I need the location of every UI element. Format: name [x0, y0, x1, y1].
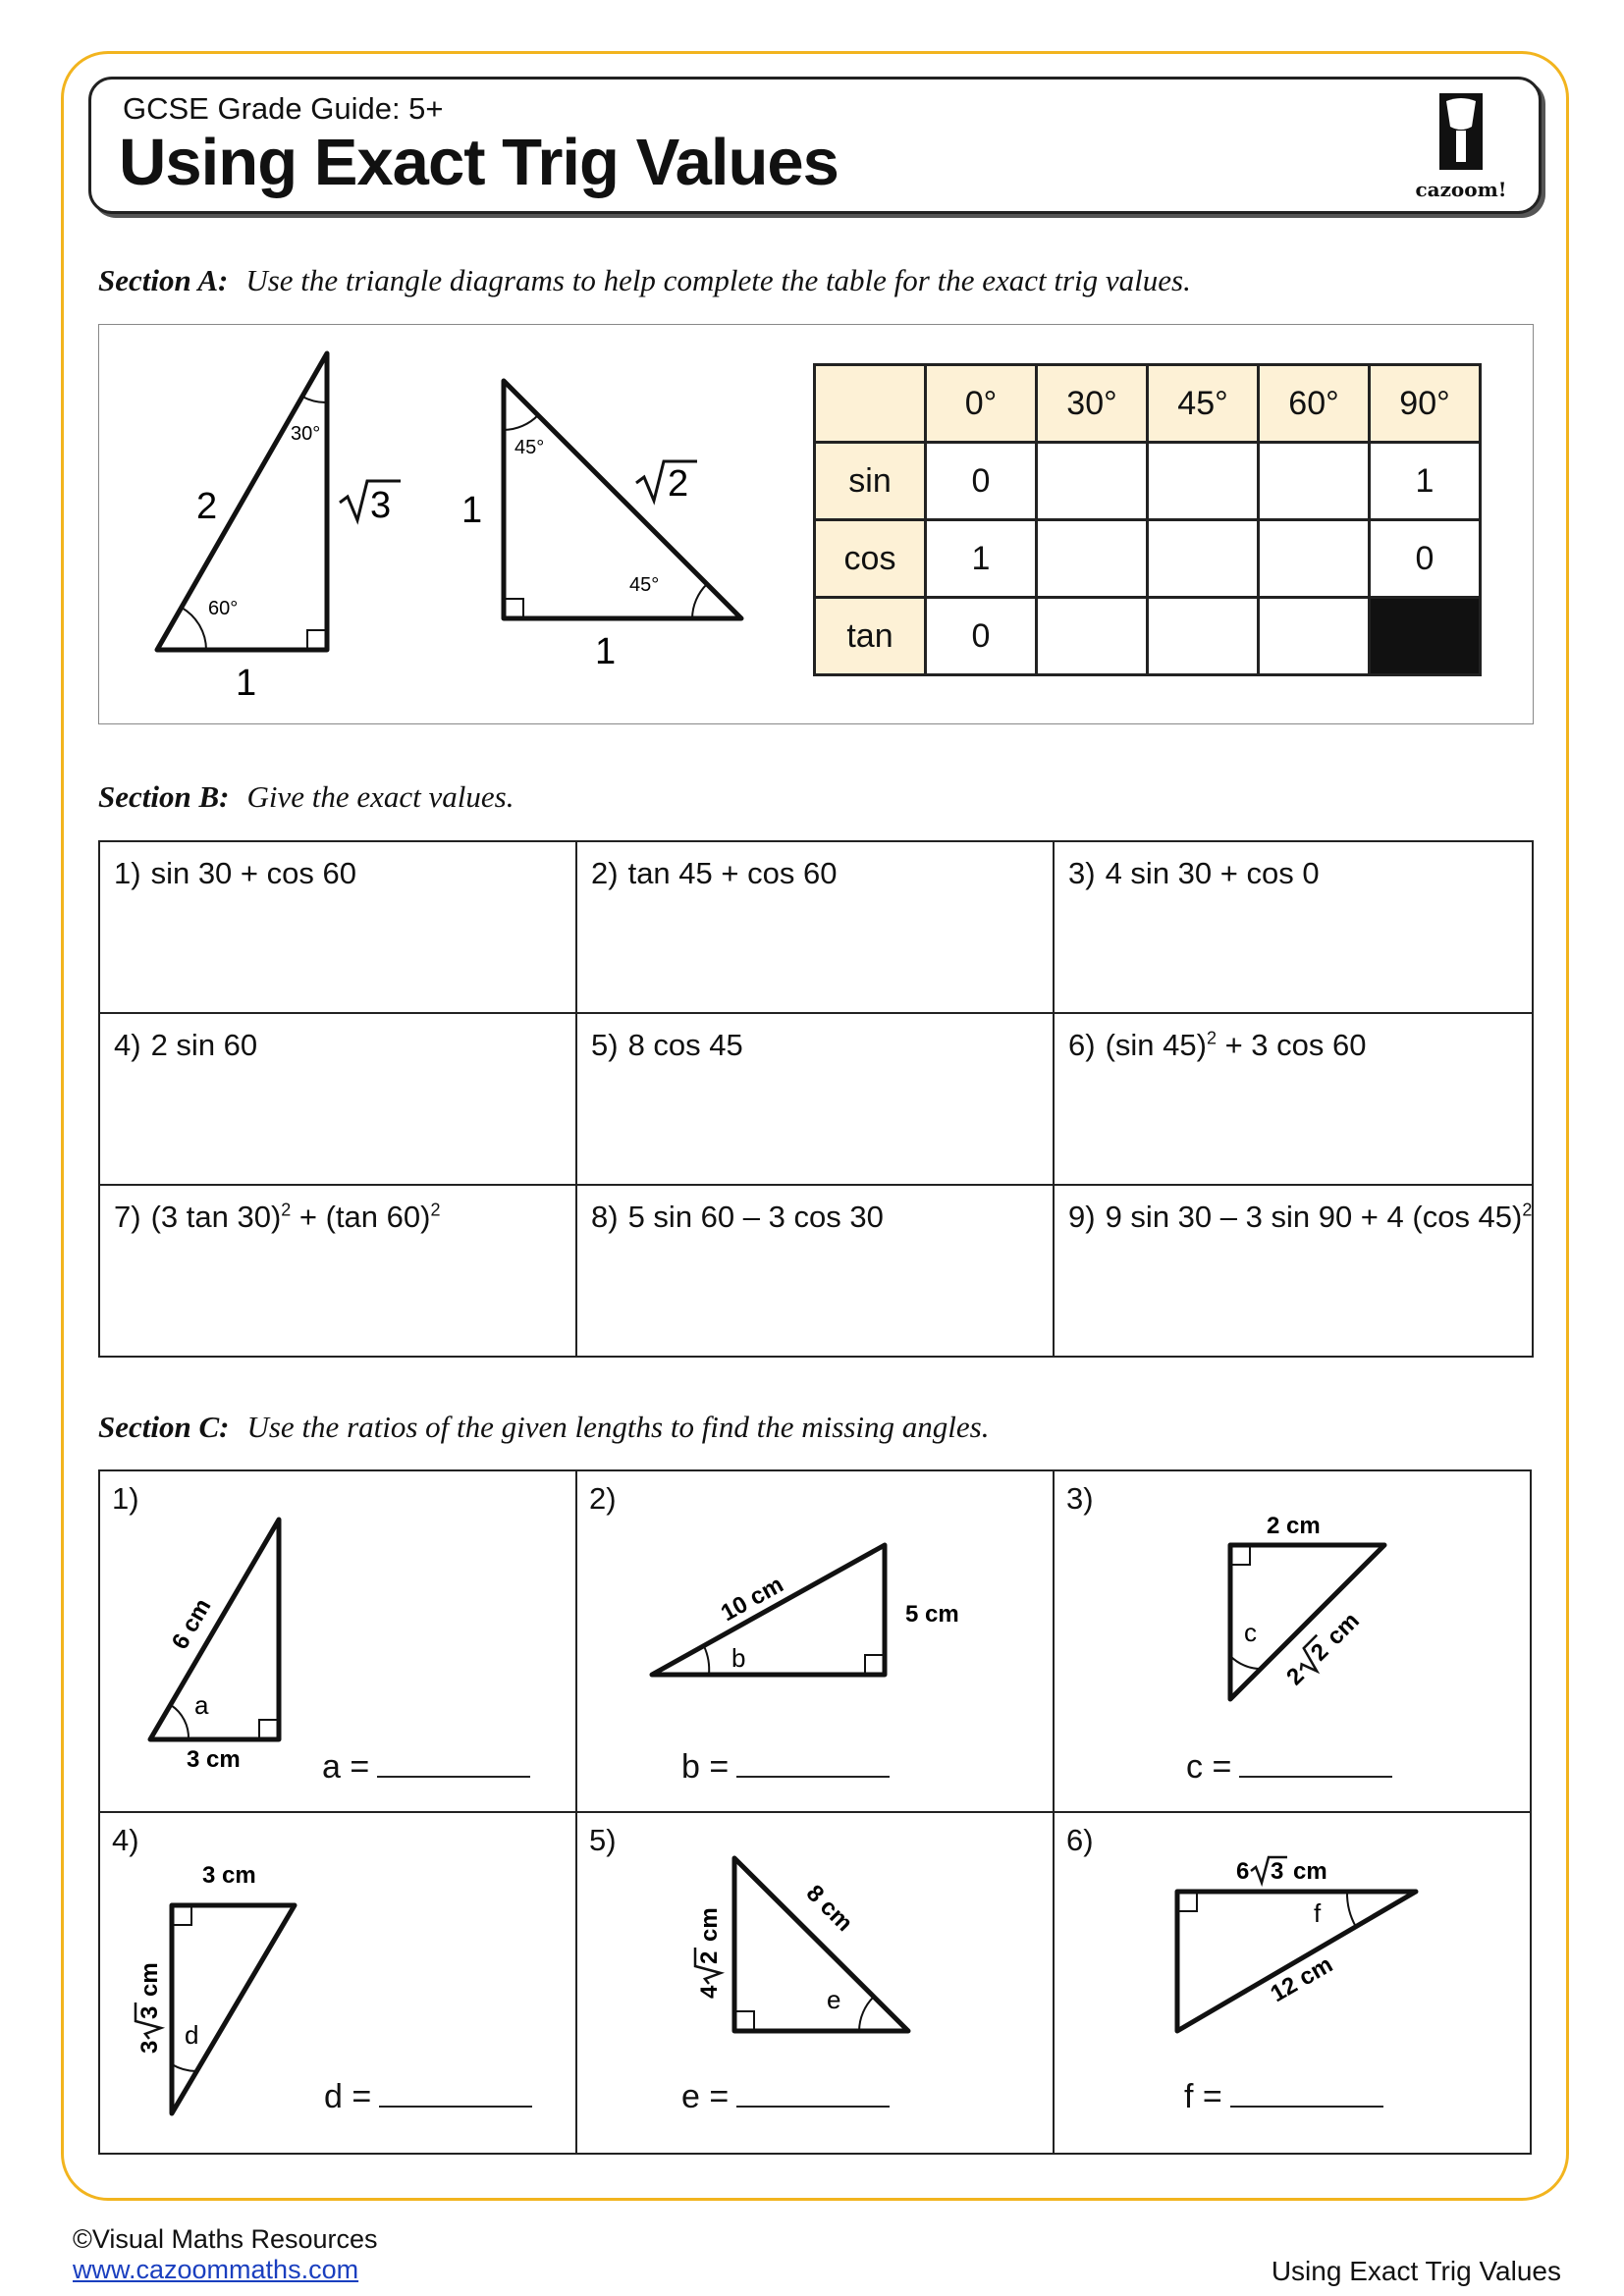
question-cell[interactable]	[576, 1470, 1054, 1812]
svg-text:2: 2	[1305, 1637, 1334, 1667]
question-number: 4)	[114, 1028, 141, 1062]
header-cell: 60°	[1259, 365, 1370, 443]
question-number: 7)	[114, 1200, 141, 1234]
question-expression: (sin 45)	[1105, 1028, 1207, 1062]
svg-text:2: 2	[668, 463, 689, 505]
table-cell: 1	[926, 520, 1037, 598]
row-label: tan	[815, 598, 926, 675]
question-cell[interactable]	[1054, 1013, 1533, 1185]
header-cell: 0°	[926, 365, 1037, 443]
table-header-row	[815, 365, 1481, 443]
question-number: 4)	[112, 1823, 139, 1857]
header-cell: 45°	[1148, 365, 1259, 443]
table-corner	[815, 365, 926, 443]
question-expression: sin 30 + cos 60	[150, 856, 356, 890]
question-cell[interactable]	[576, 1185, 1054, 1357]
svg-text:cm: cm	[136, 1962, 163, 1997]
answer-cell[interactable]	[1148, 443, 1259, 520]
angle-label: c	[1244, 1618, 1257, 1647]
logo-text: cazoom!	[1415, 178, 1507, 201]
question-number: 6)	[1068, 1028, 1096, 1062]
trig-values-table	[813, 363, 1482, 676]
question-cell[interactable]	[1054, 1470, 1531, 1812]
section-b-grid	[98, 840, 1534, 1358]
question-expression: 5 sin 60 – 3 cos 30	[627, 1200, 884, 1234]
answer-cell[interactable]	[1148, 520, 1259, 598]
svg-text:4: 4	[696, 1985, 723, 1999]
svg-text:cm: cm	[1293, 1858, 1327, 1885]
question-cell[interactable]	[576, 841, 1054, 1013]
row-label: cos	[815, 520, 926, 598]
answer-b[interactable]: b =	[681, 1748, 890, 1787]
answer-e[interactable]: e =	[681, 2078, 890, 2116]
tri1-adjacent-label: 1	[236, 663, 257, 704]
answer-a[interactable]: a =	[322, 1748, 530, 1787]
answer-cell[interactable]	[1037, 520, 1148, 598]
svg-text:cm: cm	[1322, 1607, 1365, 1651]
question-expression: + (tan 60)	[291, 1200, 431, 1234]
exponent: 2	[1522, 1200, 1533, 1220]
svg-text:cm: cm	[696, 1907, 723, 1942]
question-cell[interactable]	[1054, 1185, 1533, 1357]
svg-text:3: 3	[370, 485, 392, 526]
answer-cell[interactable]	[1037, 598, 1148, 675]
answer-cell[interactable]	[1148, 598, 1259, 675]
question-expression: + 3 cos 60	[1216, 1028, 1367, 1062]
answer-cell[interactable]	[1259, 520, 1370, 598]
question-number: 2)	[589, 1481, 617, 1516]
svg-text:6: 6	[1236, 1858, 1250, 1885]
question-cell[interactable]	[99, 841, 576, 1013]
exponent: 2	[1206, 1028, 1217, 1048]
angle-label: e	[827, 1985, 841, 2014]
question-cell[interactable]	[1054, 841, 1533, 1013]
table-cell: 0	[1370, 520, 1481, 598]
section-c-instruction: Use the ratios of the given lengths to find the missing angles.	[246, 1410, 990, 1444]
question-cell[interactable]	[576, 1013, 1054, 1185]
angle-label: b	[731, 1643, 746, 1673]
row-label: sin	[815, 443, 926, 520]
answer-cell[interactable]	[1037, 443, 1148, 520]
footer-title: Using Exact Trig Values	[1271, 2256, 1561, 2286]
side-label: 10 cm	[716, 1571, 788, 1628]
svg-text:3: 3	[136, 2005, 163, 2019]
section-b-heading	[98, 779, 514, 815]
question-expression: 9 sin 30 – 3 sin 90 + 4 (cos 45)	[1105, 1200, 1523, 1234]
angle-label: a	[194, 1690, 209, 1720]
svg-text:3: 3	[136, 2040, 163, 2054]
answer-d[interactable]: d =	[324, 2078, 532, 2116]
website-link[interactable]: www.cazoommaths.com	[73, 2255, 359, 2284]
blocked-cell	[1370, 598, 1481, 675]
question-cell[interactable]	[99, 1013, 576, 1185]
answer-f[interactable]: f =	[1184, 2078, 1383, 2116]
page-title: Using Exact Trig Values	[119, 126, 839, 199]
tri1-angle-top: 30°	[291, 423, 321, 445]
section-b-label: Section B:	[98, 779, 230, 814]
question-number: 3)	[1068, 856, 1096, 890]
side-label: 3 cm	[202, 1862, 256, 1889]
footer-left	[73, 2224, 378, 2285]
question-expression: 4 sin 30 + cos 0	[1105, 856, 1320, 890]
section-c-label: Section C:	[98, 1410, 230, 1444]
grid-row	[99, 1013, 1533, 1185]
table-cell: 0	[926, 598, 1037, 675]
question-number: 8)	[591, 1200, 619, 1234]
question-cell[interactable]	[99, 1470, 576, 1812]
triangle-30-60-90	[157, 353, 401, 704]
tri1-opposite-label	[340, 481, 401, 526]
table-row	[815, 520, 1481, 598]
exponent: 2	[430, 1200, 441, 1220]
question-expression: (3 tan 30)	[150, 1200, 282, 1234]
side-label: 6 cm	[166, 1594, 217, 1654]
grid-row	[99, 1185, 1533, 1357]
svg-text:2: 2	[1281, 1662, 1310, 1691]
tri2-bottom-label: 1	[595, 631, 617, 672]
tri2-angle-right: 45°	[629, 574, 660, 596]
side-label: 12 cm	[1266, 1950, 1337, 2008]
section-a-instruction: Use the triangle diagrams to help complete the table for the exact trig values.	[245, 263, 1191, 297]
tri2-angle-top: 45°	[514, 437, 545, 458]
side-label: 2 cm	[1267, 1513, 1321, 1539]
section-c-heading	[98, 1410, 989, 1445]
grid-row	[99, 1470, 1531, 1812]
angle-label: d	[185, 2020, 199, 2050]
tri1-hypotenuse-label: 2	[196, 486, 218, 527]
question-cell[interactable]	[99, 1812, 576, 2154]
question-number: 6)	[1066, 1823, 1094, 1857]
header-cell: 30°	[1037, 365, 1148, 443]
question-expression: 2 sin 60	[150, 1028, 258, 1062]
question-number: 2)	[591, 856, 619, 890]
grid-row	[99, 1812, 1531, 2154]
side-label: 3 cm	[187, 1746, 241, 1773]
section-b-instruction: Give the exact values.	[246, 779, 514, 814]
question-number: 5)	[589, 1823, 617, 1857]
question-expression: 8 cos 45	[627, 1028, 743, 1062]
question-number: 1)	[114, 856, 141, 890]
answer-c[interactable]: c =	[1186, 1748, 1392, 1787]
triangle-45-45-90	[461, 381, 741, 672]
question-number: 3)	[1066, 1481, 1094, 1516]
svg-text:2: 2	[696, 1950, 723, 1964]
question-number: 9)	[1068, 1200, 1096, 1234]
question-cell[interactable]	[1054, 1812, 1531, 2154]
tri2-hypotenuse-label	[636, 461, 697, 505]
answer-cell[interactable]	[1259, 598, 1370, 675]
section-a-label: Section A:	[98, 263, 229, 297]
copyright: ©Visual Maths Resources	[73, 2224, 378, 2254]
answer-cell[interactable]	[1259, 443, 1370, 520]
svg-text:3: 3	[1271, 1858, 1284, 1885]
tri2-left-label: 1	[461, 490, 483, 531]
question-cell[interactable]	[576, 1812, 1054, 2154]
question-number: 1)	[112, 1481, 139, 1516]
table-row	[815, 443, 1481, 520]
table-row	[815, 598, 1481, 675]
question-cell[interactable]	[99, 1185, 576, 1357]
side-label: 5 cm	[905, 1601, 959, 1628]
table-cell: 0	[926, 443, 1037, 520]
tri1-angle-bottom: 60°	[208, 598, 239, 619]
exponent: 2	[281, 1200, 292, 1220]
section-c-grid	[98, 1469, 1532, 2155]
grid-row	[99, 841, 1533, 1013]
angle-label: f	[1314, 1898, 1322, 1928]
side-label: 8 cm	[800, 1880, 858, 1937]
header-cell: 90°	[1370, 365, 1481, 443]
question-expression: tan 45 + cos 60	[627, 856, 838, 890]
question-number: 5)	[591, 1028, 619, 1062]
table-cell: 1	[1370, 443, 1481, 520]
grade-guide: GCSE Grade Guide: 5+	[123, 91, 444, 126]
